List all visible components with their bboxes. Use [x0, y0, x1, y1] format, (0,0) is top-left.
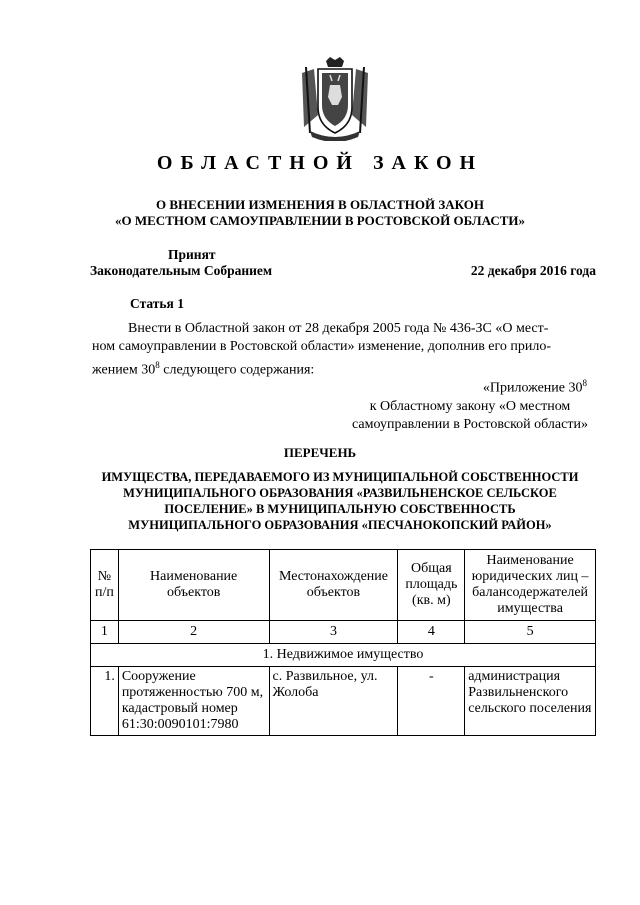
object-location-cell: с. Развильное, ул. Жолоба: [269, 667, 398, 736]
coat-of-arms-emblem: [296, 55, 374, 141]
header-cell: Наименование юридических лиц – балансодержателей имущества: [465, 550, 596, 621]
list-subtitle-line: МУНИЦИПАЛЬНОГО ОБРАЗОВАНИЯ «РАЗВИЛЬНЕНСКОЕ СЕЛЬСКОЕ: [123, 486, 557, 500]
adopted-body: Законодательным Собранием: [90, 263, 273, 278]
adopted-label: Принят: [168, 247, 216, 262]
law-subtitle: [60, 197, 580, 229]
superscript: 8: [155, 360, 160, 370]
article-text-fragment: следующего содержания:: [159, 362, 315, 378]
superscript: 8: [582, 378, 587, 388]
object-name-cell: Сооружение протяженностью 700 м, кадастровый номер 61:30:0090101:7980: [118, 667, 269, 736]
list-subtitle: [80, 469, 600, 533]
article-text-fragment: жением 30: [92, 362, 156, 378]
list-title: ПЕРЕЧЕНЬ: [283, 445, 357, 460]
table-header-row: [91, 550, 596, 621]
adopted-date: 22 декабря 2016 года: [470, 263, 596, 278]
annex-ref-line: к Областному закону «О местном: [369, 398, 571, 414]
section-cell: 1. Недвижимое имущество: [91, 644, 596, 667]
row-number-cell: 1.: [91, 667, 119, 736]
list-subtitle-line: МУНИЦИПАЛЬНОГО ОБРАЗОВАНИЯ «ПЕСЧАНОКОПСКИЙ РАЙОН»: [128, 518, 552, 532]
annex-label: [345, 374, 595, 398]
column-number-cell: 4: [398, 621, 465, 644]
column-number-cell: 1: [91, 621, 119, 644]
subtitle-line: «О МЕСТНОМ САМОУПРАВЛЕНИИ В РОСТОВСКОЙ ОБЛАСТИ»: [115, 213, 525, 228]
header-cell: Местонахождение объектов: [269, 550, 398, 621]
balance-holder-cell: администрация Развильненского сельского поселения: [465, 667, 596, 736]
header-cell: № п/п: [91, 550, 119, 621]
column-number-cell: 3: [269, 621, 398, 644]
article-heading: Статья 1: [130, 296, 184, 311]
table-row: [91, 667, 596, 736]
annex-ref-line: самоуправлении в Ростовской области»: [352, 416, 588, 432]
article-text-line: ном самоуправлении в Ростовской области» изменение, дополнив его прило-: [92, 339, 552, 354]
object-area-cell: -: [398, 667, 465, 736]
header-cell: Общая площадь (кв. м): [398, 550, 465, 621]
header-cell: Наименование объектов: [118, 550, 269, 621]
article-text: [92, 320, 596, 380]
subtitle-line: О ВНЕСЕНИИ ИЗМЕНЕНИЯ В ОБЛАСТНОЙ ЗАКОН: [156, 197, 484, 212]
column-number-cell: 2: [118, 621, 269, 644]
article-text-line: Внести в Областной закон от 28 декабря 2005 года № 436-ЗС «О мест-: [128, 321, 549, 336]
column-number-row: [91, 621, 596, 644]
column-number-cell: 5: [465, 621, 596, 644]
section-row: [91, 644, 596, 667]
law-title: ОБЛАСТНОЙ ЗАКОН: [156, 152, 484, 174]
annex-heading: [345, 374, 595, 434]
list-subtitle-line: ИМУЩЕСТВА, ПЕРЕДАВАЕМОГО ИЗ МУНИЦИПАЛЬНОЙ СОБСТВЕННОСТИ: [101, 470, 579, 484]
list-subtitle-line: ПОСЕЛЕНИЕ» В МУНИЦИПАЛЬНУЮ СОБСТВЕННОСТЬ: [164, 502, 516, 516]
property-table: [90, 549, 596, 736]
annex-label-text: «Приложение 30: [482, 380, 583, 396]
